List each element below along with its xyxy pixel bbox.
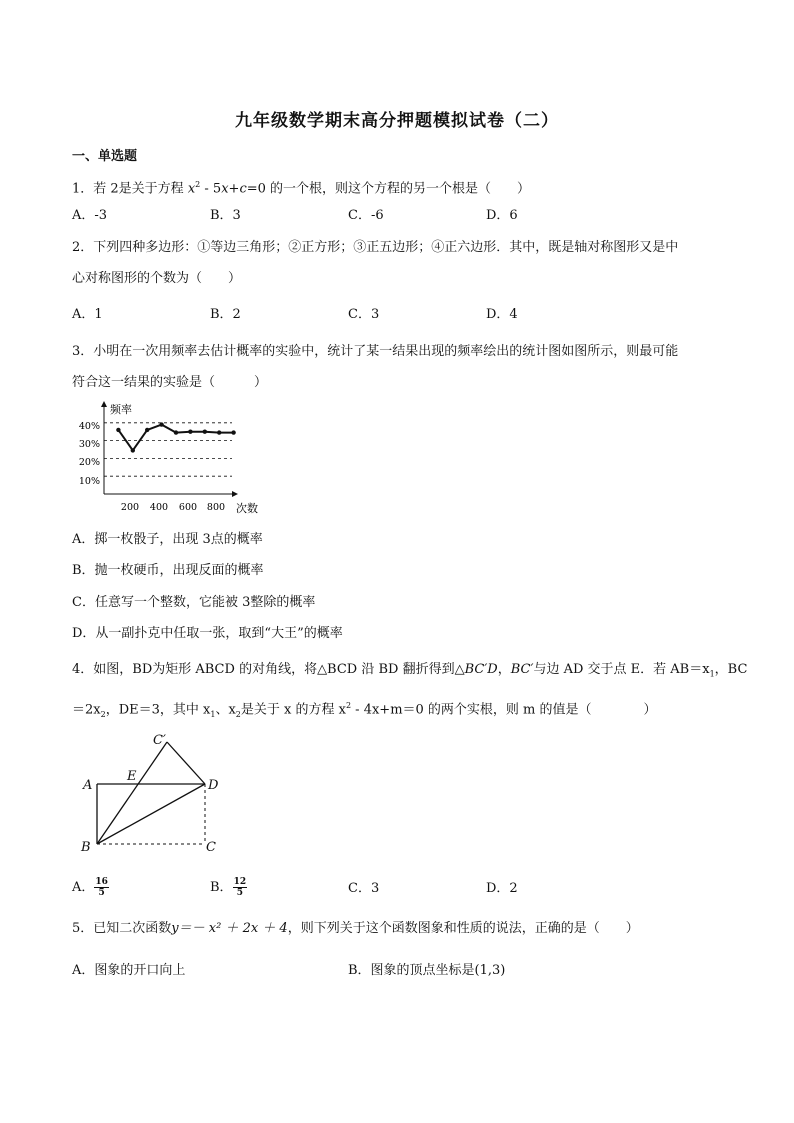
chart-series [116,422,236,452]
question-2-line1: 2．下列四种多边形：①等边三角形；②正方形；③正五边形；④正六边形．其中，既是轴对称图形又是中 [72,240,679,255]
q4-option-b-prefix: B． [210,880,233,895]
chart-y-label: 频率 [110,403,132,416]
page-title: 九年级数学期末高分押题模拟试卷（二） [235,111,559,131]
data-point-0 [116,428,120,432]
q4-option-b-fraction [233,877,248,898]
data-point-8 [231,430,235,434]
q4-sub4: 2 [235,709,241,719]
q4-text-a: 4．如图，BD为矩形 ABCD 的对角线，将△BCD 沿 BD 翻折得到 [72,662,455,677]
q1-text-c: + [228,181,240,197]
q4-option-b[interactable] [210,877,247,898]
q4-sub3: 1 [210,709,216,719]
q4-segment: BC′ [510,662,534,677]
segment-BC-prime [97,742,167,844]
q1-text-b: - 5 [200,181,222,197]
data-point-4 [174,430,178,434]
label-a: A [83,778,93,793]
q4-triangle: △BC′D [454,662,498,677]
q4-sub2: 2 [100,709,106,719]
y-tick-10: 10% [78,476,100,487]
y-tick-20: 20% [78,457,100,468]
chart-x-label: 次数 [236,502,258,515]
q5-option-b[interactable]: B．图象的顶点坐标是(1,3) [348,963,506,978]
label-b: B [81,840,91,855]
q5-option-a[interactable]: A．图象的开口向上 [72,963,186,978]
q5-text-b: ，则下列关于这个函数图象和性质的说法，正确的是（ ） [287,921,639,936]
fraction-denominator: 5 [98,888,105,898]
q1-var-x: x [187,181,196,197]
question-5-stem [72,920,639,938]
segment-BD [97,784,205,844]
label-c-prime: C′ [153,733,166,748]
q1-option-b[interactable]: B．3 [210,208,241,223]
data-point-3 [159,422,163,426]
q2-option-a[interactable]: A．1 [72,307,103,322]
q1-option-a[interactable]: A．-3 [72,208,108,223]
x-tick-800: 800 [206,502,226,513]
section-heading: 一、单选题 [72,149,138,164]
fraction-denominator: 5 [236,888,243,898]
q4-text-d: ，BC [714,662,748,677]
y-tick-40: 40% [78,421,100,432]
q3-option-b[interactable]: B．抛一枚硬币，出现反面的概率 [72,563,264,578]
q4-sup: 2 [345,701,352,710]
x-tick-400: 400 [149,502,169,513]
data-point-5 [188,430,192,434]
q4-text-e: ＝2x [72,702,101,718]
geometry-figure [75,728,235,858]
data-point-2 [145,428,149,432]
question-4-line1 [72,661,747,684]
fraction-numerator: 16 [95,877,108,887]
q4-option-d[interactable]: D．2 [486,881,518,896]
label-c: C [206,840,216,855]
q3-option-d[interactable]: D．从一副扑克中任取一张，取到“大王”的概率 [72,626,343,641]
q3-option-a[interactable]: A．掷一枚骰子，出现 3点的概率 [72,532,263,547]
question-3-line1: 3．小明在一次用频率去估计概率的实验中，统计了某一结果出现的频率绘出的统计图如图所示，则最可能 [72,344,679,359]
q1-option-d[interactable]: D．6 [486,208,518,223]
q4-option-a-fraction [94,877,109,898]
q4-text-g: 、x [215,702,236,718]
series-line [118,425,233,451]
q1-option-c[interactable]: C．-6 [348,208,384,223]
q1-var-x2: x [221,181,229,197]
q2-option-b[interactable]: B．2 [210,307,241,322]
q2-option-c[interactable]: C．3 [348,307,380,322]
x-tick-600: 600 [178,502,198,513]
question-1-stem [72,176,530,198]
data-point-7 [217,430,221,434]
q1-var-c: c [239,181,247,197]
q4-sub1: 1 [709,669,715,679]
q4-text-c: 与边 AD 交于点 E．若 AB＝x [533,662,710,677]
question-3-line2: 符合这一结果的实验是（ ） [72,375,268,390]
q3-option-c[interactable]: C．任意写一个整数，它能被 3整除的概率 [72,595,316,610]
question-4-line2 [72,697,657,724]
q1-sup: 2 [195,180,201,189]
q5-function: y＝－ x² ＋ 2x ＋ 4 [171,921,288,936]
segment-C-prime-D [167,742,205,784]
q2-option-d[interactable]: D．4 [486,307,518,322]
q4-option-a[interactable] [72,877,109,898]
question-2-line2: 心对称图形的个数为（ ） [72,271,242,286]
q4-option-c[interactable]: C．3 [348,881,380,896]
x-tick-200: 200 [120,502,140,513]
q1-text-a: 1．若 2是关于方程 [72,181,188,197]
q4-text-f: ，DE＝3，其中 x [105,702,211,718]
q5-text-a: 5．已知二次函数 [72,921,172,936]
q4-text-b: ， [497,662,511,677]
q4-text-i: - 4x+m＝0 的两个实根，则 m 的值是（ ） [351,702,657,718]
q4-option-a-prefix: A． [72,880,95,895]
data-point-6 [203,430,207,434]
label-e: E [127,769,137,784]
y-tick-30: 30% [78,439,100,450]
chart-grid [104,423,232,476]
q1-text-d: =0 的一个根，则这个方程的另一个根是（ ） [246,181,531,197]
label-d: D [208,778,219,793]
frequency-chart [70,398,270,520]
q4-text-h: 是关于 x 的方程 x [240,702,346,718]
fraction-numerator: 12 [233,877,247,887]
data-point-1 [131,448,135,452]
